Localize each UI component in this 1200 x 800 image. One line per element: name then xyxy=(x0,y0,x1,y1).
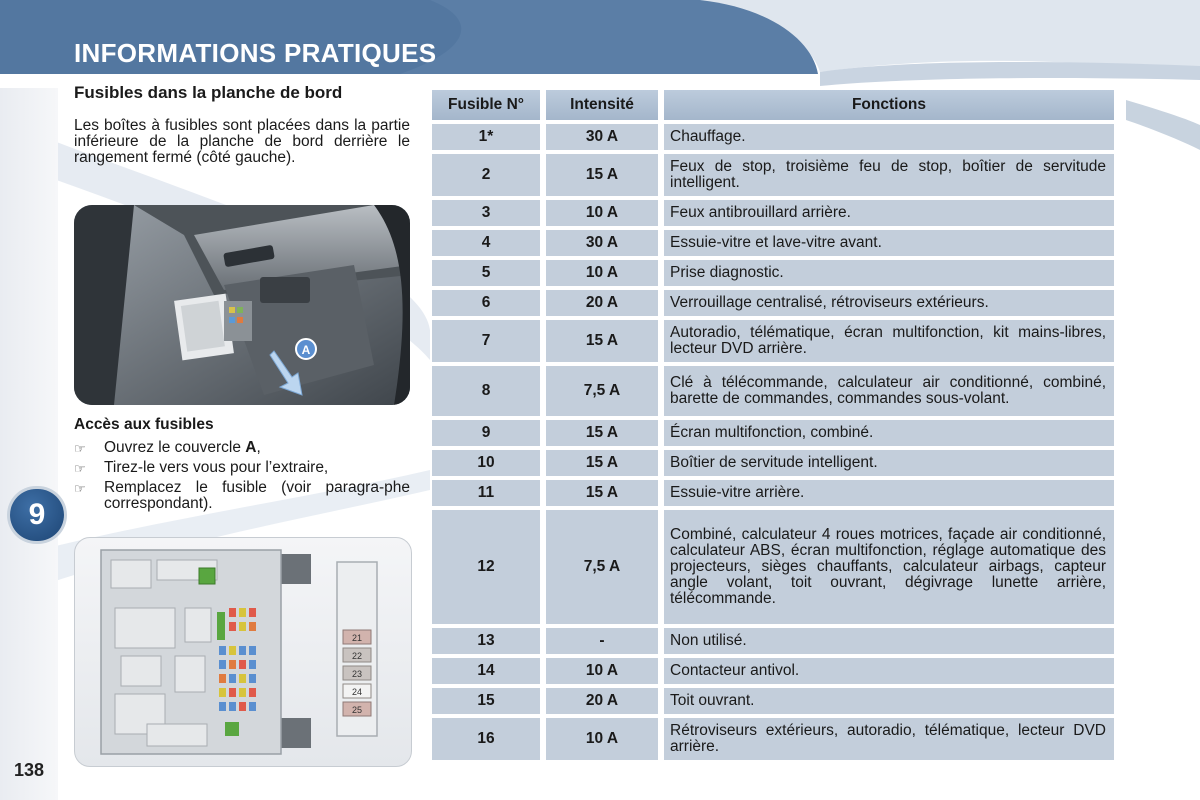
fuse-intensity-cell: 10 A xyxy=(546,658,658,684)
fuse-function-cell: Essuie-vitre et lave-vitre avant. xyxy=(664,230,1114,256)
fuse-function-cell: Contacteur antivol. xyxy=(664,658,1114,684)
fuse-function-cell: Feux antibrouillard arrière. xyxy=(664,200,1114,226)
intro-block xyxy=(74,84,410,166)
fuse-function-cell: Autoradio, télématique, écran multifonction, kit mains-libres, lecteur DVD arrière. xyxy=(664,320,1114,362)
dashboard-illustration xyxy=(74,205,410,405)
fuse-intensity-cell: 10 A xyxy=(546,260,658,286)
fuse-number-cell: 5 xyxy=(432,260,540,286)
step-item xyxy=(74,440,410,457)
fuse-function-cell: Écran multifonction, combiné. xyxy=(664,420,1114,446)
header-intensity: Intensité xyxy=(546,90,658,120)
left-margin-band xyxy=(0,88,58,800)
table-row xyxy=(432,124,1114,150)
fuse-intensity-cell: 15 A xyxy=(546,420,658,446)
step-text: Ouvrez le couvercle A, xyxy=(104,439,261,456)
fuse-number-cell: 8 xyxy=(432,366,540,416)
table-row xyxy=(432,480,1114,506)
fuse-box-diagram xyxy=(74,537,412,767)
table-row xyxy=(432,366,1114,416)
table-row xyxy=(432,688,1114,714)
green-relay-icon xyxy=(199,568,215,584)
table-row xyxy=(432,320,1114,362)
fuse-number-cell: 14 xyxy=(432,658,540,684)
fuse-intensity-cell: 20 A xyxy=(546,290,658,316)
table-row xyxy=(432,230,1114,256)
pointing-hand-icon: ☞ xyxy=(74,461,86,476)
fuse-intensity-cell: 30 A xyxy=(546,124,658,150)
fuse-intensity-cell: 15 A xyxy=(546,480,658,506)
pointing-hand-icon: ☞ xyxy=(74,441,86,456)
fuse-layout-illustration xyxy=(75,538,411,766)
table-row xyxy=(432,290,1114,316)
fuse-number-cell: 3 xyxy=(432,200,540,226)
header-fuse-number: Fusible N° xyxy=(432,90,540,120)
fuse-intensity-cell: - xyxy=(546,628,658,654)
fuse-function-cell: Chauffage. xyxy=(664,124,1114,150)
fuse-number-cell: 4 xyxy=(432,230,540,256)
fuse-function-cell: Clé à télécommande, calculateur air conditionné, combiné, barette de commandes, commandes sous-volant. xyxy=(664,366,1114,416)
fuse-label-strip xyxy=(343,630,371,716)
fuse-number-cell: 12 xyxy=(432,510,540,624)
fuse-number-cell: 7 xyxy=(432,320,540,362)
fuse-slot-label: 23 xyxy=(351,669,363,679)
fuse-slot-label: 25 xyxy=(351,705,363,715)
step-text: Remplacez le fusible (voir paragra-phe correspondant). xyxy=(104,479,410,512)
fuse-intensity-cell: 15 A xyxy=(546,154,658,196)
table-row xyxy=(432,510,1114,624)
fuse-slot-label: 24 xyxy=(351,687,363,697)
fuse-number-cell: 16 xyxy=(432,718,540,760)
table-header-row xyxy=(432,90,1114,120)
access-block xyxy=(74,416,410,515)
fuse-function-cell: Essuie-vitre arrière. xyxy=(664,480,1114,506)
table-row xyxy=(432,260,1114,286)
dashboard-fuse-photo xyxy=(74,205,410,405)
fuse-intensity-cell: 10 A xyxy=(546,200,658,226)
header-functions: Fonctions xyxy=(664,90,1114,120)
table-row xyxy=(432,420,1114,446)
table-row xyxy=(432,200,1114,226)
table-row xyxy=(432,154,1114,196)
photo-marker-label: A xyxy=(301,343,311,357)
fuse-number-cell: 1* xyxy=(432,124,540,150)
fuse-number-cell: 15 xyxy=(432,688,540,714)
fuse-intensity-cell: 10 A xyxy=(546,718,658,760)
fuse-intensity-cell: 30 A xyxy=(546,230,658,256)
fuse-function-cell: Combiné, calculateur 4 roues motrices, façade air conditionné, calculateur ABS, écran multifonction, réglage automatique des projecteurs, sièges chauffants, calculateur airbags, capteur angle volant, toit ouvrant, dégivrage lunette arrière, télécommande. xyxy=(664,510,1114,624)
fuse-number-cell: 10 xyxy=(432,450,540,476)
table-row xyxy=(432,718,1114,760)
step-item xyxy=(74,460,410,477)
chapter-badge[interactable]: 9 xyxy=(10,489,64,541)
fuse-function-cell: Prise diagnostic. xyxy=(664,260,1114,286)
page-number: 138 xyxy=(14,760,45,780)
table-row xyxy=(432,658,1114,684)
fuse-intensity-cell: 7,5 A xyxy=(546,510,658,624)
fuse-function-cell: Boîtier de servitude intelligent. xyxy=(664,450,1114,476)
intro-paragraph: Les boîtes à fusibles sont placées dans la partie inférieure de la planche de bord derrière le rangement fermé (côté gauche). xyxy=(74,117,410,166)
fuse-number-cell: 6 xyxy=(432,290,540,316)
access-title: Accès aux fusibles xyxy=(74,416,214,433)
fuse-number-cell: 9 xyxy=(432,420,540,446)
fuse-function-cell: Verrouillage centralisé, rétroviseurs extérieurs. xyxy=(664,290,1114,316)
pointing-hand-icon: ☞ xyxy=(74,481,86,496)
fuse-intensity-cell: 15 A xyxy=(546,450,658,476)
table-row xyxy=(432,450,1114,476)
fuse-number-cell: 11 xyxy=(432,480,540,506)
fuse-function-cell: Rétroviseurs extérieurs, autoradio, télématique, lecteur DVD arrière. xyxy=(664,718,1114,760)
table-body xyxy=(432,124,1114,760)
page-header-title: INFORMATIONS PRATIQUES xyxy=(74,38,437,68)
fuse-intensity-cell: 15 A xyxy=(546,320,658,362)
step-text: Tirez-le vers vous pour l’extraire, xyxy=(104,459,329,476)
fuse-function-cell: Non utilisé. xyxy=(664,628,1114,654)
fuse-number-cell: 13 xyxy=(432,628,540,654)
fuse-slot-label: 21 xyxy=(351,633,363,643)
fuse-function-cell: Feux de stop, troisième feu de stop, boîtier de servitude intelligent. xyxy=(664,154,1114,196)
fuse-intensity-cell: 20 A xyxy=(546,688,658,714)
fuse-intensity-cell: 7,5 A xyxy=(546,366,658,416)
section-title: Fusibles dans la planche de bord xyxy=(74,83,343,102)
fuse-slot-label: 22 xyxy=(351,651,363,661)
fuse-function-cell: Toit ouvrant. xyxy=(664,688,1114,714)
step-item xyxy=(74,480,410,512)
fuse-table xyxy=(426,86,1120,764)
table-row xyxy=(432,628,1114,654)
fuse-number-cell: 2 xyxy=(432,154,540,196)
